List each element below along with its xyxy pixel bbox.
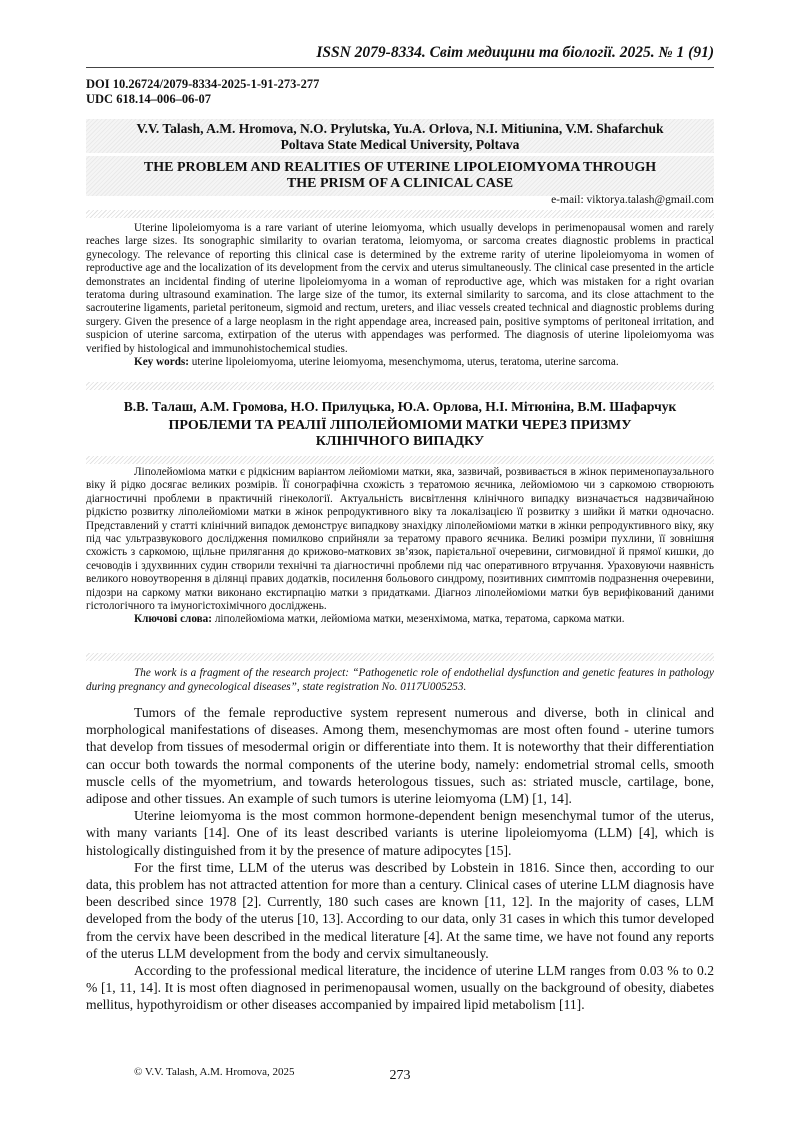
article-title-en [86,156,714,196]
page-number: 273 [389,1068,411,1083]
abstract-en [86,222,714,369]
divider-hatch [86,210,714,218]
divider-hatch [86,382,714,390]
affiliation: Poltava State Medical University, Poltava [280,137,520,152]
authors-ua: В.В. Талаш, А.М. Громова, Н.О. Прилуцька, Ю.А. Орлова, Н.І. Мітюніна, В.М. Шафарчук [123,399,677,414]
keywords-ua-label: Ключові слова: [134,613,213,626]
body-paragraph: Uterine leiomyoma is the most common hormone-dependent benign mesenchymal tumor of the uterus, with many variants [14]. One of its least described variants is uterine lipoleiomyoma (LLM) [4], which is histologically distinguished from it by the presence of mature adipocytes [15]. [86,808,714,858]
udc: UDC 618.14–006–06-07 [86,92,211,106]
article-body [86,704,714,1014]
divider-hatch [86,653,714,661]
journal-title: ISSN 2079-8334. Світ медицини та біології. 2025. № 1 (91) [316,44,714,61]
keywords-ua [86,613,714,626]
doi: DOI 10.26724/2079-8334-2025-1-91-273-277 [86,77,320,91]
keywords-en [86,356,714,369]
title-en-line2: THE PRISM OF A CLINICAL CASE [286,176,514,191]
authors-en: V.V. Talash, A.M. Hromova, N.O. Prylutska, Yu.A. Orlova, N.I. Mitiunina, V.M. Shafarchuk [136,121,664,136]
body-paragraph: For the first time, LLM of the uterus was described by Lobstein in 1816. Since then, according to our data, this problem has not attracted attention for more than a century. Clinical cases of uterine LLM diagnosis have been described since 1978 [2]. Currently, 180 such cases are known [11, 12]. In the majority of cases, LLM developed from the body of the uterus [10, 13]. According to our data, only 31 cases in which this tumor developed from the cervix have been described in the medical literature [4]. At the same time, we have not found any reports of the uterus LLM development from the body and cervix simultaneously. [86,859,714,961]
title-ua-line1: ПРОБЛЕМИ ТА РЕАЛІЇ ЛІПОЛЕЙОМІОМИ МАТКИ ЧЕРЕЗ ПРИЗМУ [168,418,632,433]
body-paragraph: Tumors of the female reproductive system represent numerous and diverse, both in clinical and morphological manifestations of diseases. Among them, mesenchymomas are most often found - uterine tumors that develop from tissues of mesodermal origin or differentiate into them. It is noteworthy that their differentiation can occur both towards the normal components of the uterine body, namely: endometrial stromal cells, smooth muscle cells of the myometrium, and towards heterologous tissues, such as: striated muscle, cartilage, bone, adipose and other tissues. An example of such tumors is uterine leiomyoma (LM) [1, 14]. [86,705,714,807]
funding-note: The work is a fragment of the research project: “Pathogenetic role of endothelial dysfunction and genetic features in pathology during pregnancy and gynecological diseases”, state registration No. 0117U005253. [86,667,714,693]
keywords-en-text: uterine lipoleiomyoma, uterine leiomyoma, mesenchymoma, uterus, teratoma, uterine sarcoma. [191,356,619,369]
keywords-ua-text: ліполейоміома матки, лейоміома матки, мезенхімома, матка, тератома, саркома матки. [214,613,625,626]
title-en-line1: THE PROBLEM AND REALITIES OF UTERINE LIPOLEIOMYOMA THROUGH [143,160,657,175]
title-ua-line2: КЛІНІЧНОГО ВИПАДКУ [315,434,485,449]
abstract-ua [86,466,714,627]
abstract-ua-text: Ліполейоміома матки є рідкісним варіантом лейоміоми матки, яка, зазвичай, розвивається в жінок перименопаузального віку й рідко досягає великих розмірів. Її сонографічна схожість з тератомою яєчника, лейоміомою чи з саркомою створюють діагностичні проблеми в практичній гінекології. Актуальність висвітлення клінічного випадку визначається надзвичайною рідкістю розвитку ліполейоміоми матки в жінок репродуктивного віку та локалізацією її розвитку з шийки й матки одночасно. Представлений у статті клінічний випадок демонструє випадкову знахідку ліполейоміоми матки в жінки репродуктивного віку, яку під час ультразвукового дослідження помилково сприйняли за тератому правого яєчника. Великі розміри пухлини, її зовнішня схожість з саркомою, щільне прилягання до крижово-маткових зв’язок, парієтальної очеревини, сигмовидної й прямої кишки, до сечоводів і здухвинних судин створили технічні та діагностичні проблеми під час оперативного втручання. Ураховуючи наявність великого новоутворення в ділянці правих додатків, посилення больового синдрому, позитивних симптомів подразнення очеревини, підозри на саркому матки виконано екстирпацію матки з придатками. Діагноз ліполейоміоми матки був верифікований даними гістологічного та імуногістохімічного досліджень. [86,466,714,613]
keywords-en-label: Key words: [134,356,189,369]
running-header [86,41,714,68]
article-title-ua [86,418,714,450]
contact-email: e-mail: viktorya.talash@gmail.com [551,194,714,206]
authors-band-en [86,119,714,153]
copyright: © V.V. Talash, A.M. Hromova, 2025 [134,1066,295,1078]
body-paragraph: According to the professional medical literature, the incidence of uterine LLM ranges from 0.03 % to 0.2 % [1, 11, 14]. It is most often diagnosed in perimenopausal women, usually on the background of obesity, diabetes mellitus, hypothyroidism or other diseases accompanied by impaired lipid metabolism [11]. [86,963,714,1013]
abstract-en-text: Uterine lipoleiomyoma is a rare variant of uterine leiomyoma, which usually develops in perimenopausal women and rarely reaches large sizes. Its sonographic similarity to ovarian teratoma, leiomyoma, or sarcoma creates diagnostic problems in practical gynecology. The relevance of reporting this clinical case is determined by the extreme rarity of uterine lipoleiomyoma in women of reproductive age and the localization of its development from the cervix and uterus simultaneously. The clinical case presented in the article demonstrates an incidental finding of uterine lipoleiomyoma in a woman of reproductive age, which was mistaken for a right ovarian teratoma during ultrasound examination. The large size of the tumor, its external similarity to sarcoma, and its close attachment to the sacrouterine ligaments, parietal peritoneum, sigmoid and rectum, ureters, and iliac vessels created technical and diagnostic problems during surgery. Given the presence of a large neoplasm in the right appendage area, increased pain, positive symptoms of peritoneal irritation, and suspicion of uterine sarcoma, extirpation of the uterus with appendages was performed. The diagnosis of uterine lipoleiomyoma was verified by histological and immunohistochemical studies. [86,222,714,355]
doi-block [86,77,319,107]
divider-hatch [86,456,714,464]
